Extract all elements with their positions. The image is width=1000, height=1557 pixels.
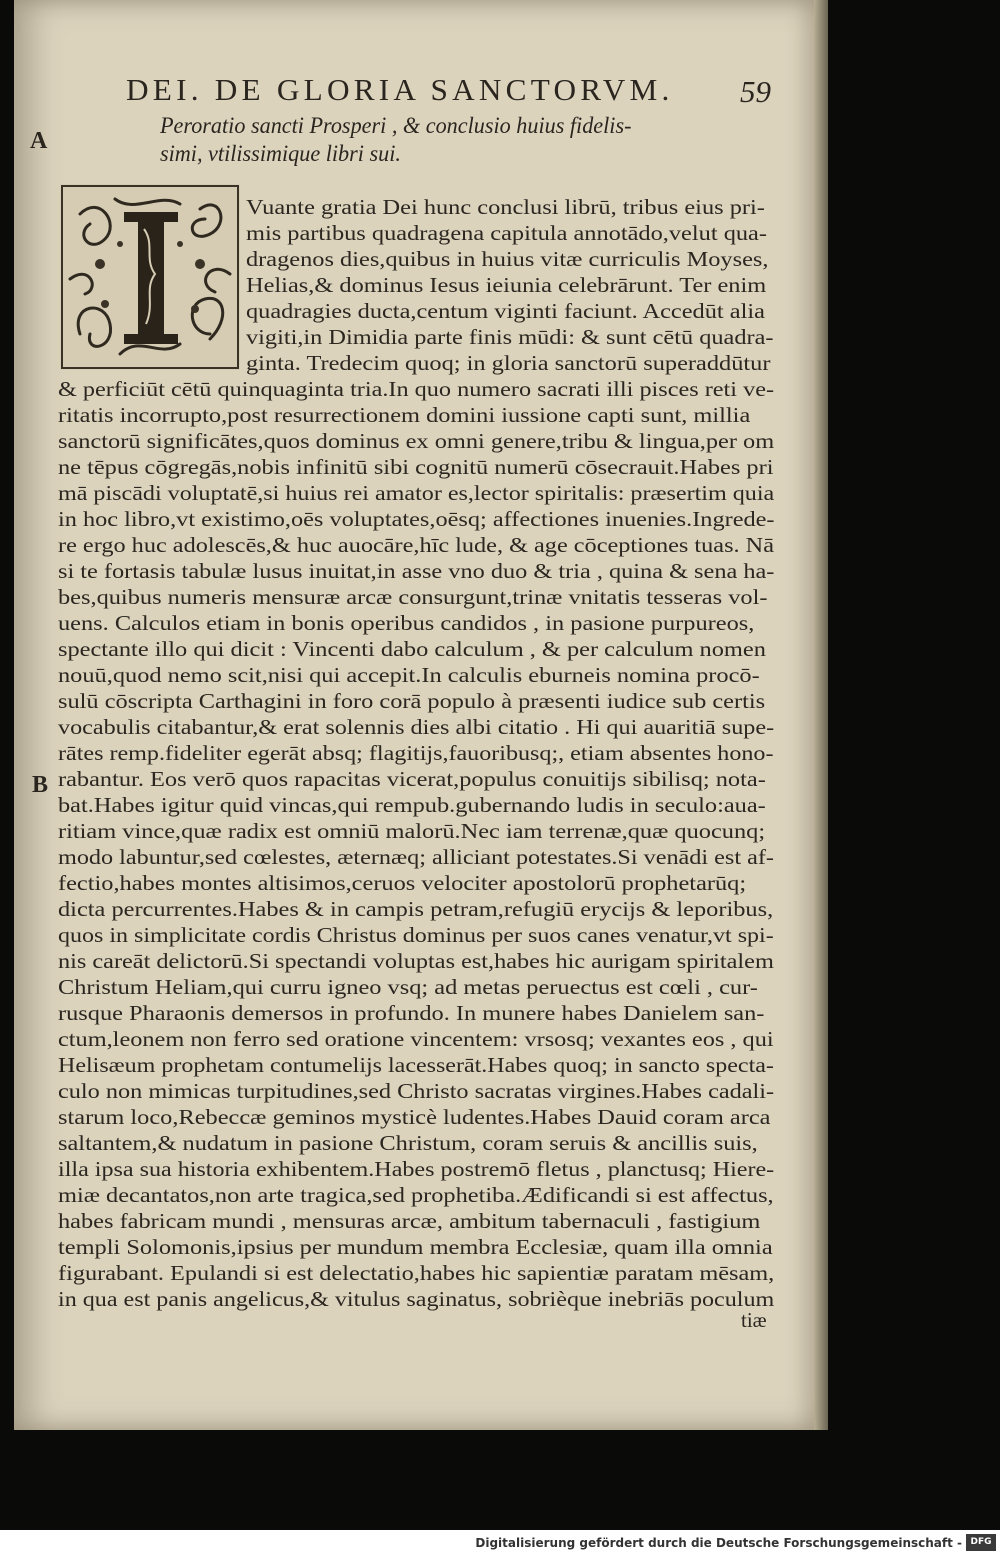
- text-line: quadragies ducta,centum viginti faciunt. Accedūt alia: [246, 299, 765, 323]
- text-line: ritatis incorrupto,post resurrectionem domini iussione capti sunt, millia: [58, 403, 751, 427]
- text-line: sulū cōscripta Carthagini in foro corā populo à præsenti iudice sub certis: [58, 689, 766, 713]
- running-head: DEI. DE GLORIA SANCTORVM.: [126, 72, 674, 107]
- footer-bar: [0, 1530, 1000, 1557]
- text-line: Helias,& dominus Iesus ieiunia celebrārunt. Ter enim: [246, 273, 767, 297]
- margin-letter-a: A: [30, 128, 48, 154]
- text-line: ritiam vince,quæ radix est omniū malorū.Nec iam terrenæ,quæ quocunq;: [58, 819, 766, 843]
- decorated-initial-ornament: [60, 184, 240, 370]
- text-line: rusque Pharaonis demersos in profundo. In munere habes Danielem san-: [58, 1001, 765, 1025]
- text-line: figurabant. Epulandi si est delectatio,habes hic sapientiæ paratam mēsam,: [58, 1261, 775, 1285]
- text-line: rātes remp.fideliter egerāt absq; flagitijs,fauoribusq;, etiam absentes hono-: [58, 741, 774, 765]
- text-line: ne tēpus cōgregās,nobis infinitū sibi cognitū numerū cōsecrauit.Habes pri: [58, 455, 774, 479]
- text-line: saltantem,& nudatum in pasione Christum, coram seruis & ancillis suis,: [58, 1131, 758, 1155]
- chapter-title-line: simi, vtilissimique libri sui.: [160, 141, 401, 166]
- text-line: ctum,leonem non ferro sed oratione vincentem: vrsosq; vexantes eos , qui: [58, 1027, 774, 1051]
- text-line: rabantur. Eos verō quos rapacitas vicerat,populus conuitijs sibilisq; nota-: [58, 767, 766, 791]
- text-line: fectio,habes montes altisimos,ceruos velociter apostolorū prophetarūq;: [58, 871, 747, 895]
- digitization-credit: Digitalisierung gefördert durch die Deutsche Forschungsgemeinschaft -: [475, 1536, 962, 1550]
- catchword: tiæ: [741, 1308, 767, 1332]
- text-line: quos in simplicitate cordis Christus dominus per suos canes venatur,vt spi-: [58, 923, 774, 947]
- text-line: Christum Heliam,qui curru igneo vsq; ad metas peruectus est cœli , cur-: [58, 975, 758, 999]
- text-line: sanctorū significātes,quos dominus ex omni genere,tribu & lingua,per om: [58, 429, 775, 453]
- text-line: vocabulis citabantur,& erat solennis dies albi citatio . Hi qui auaritiā supe-: [58, 715, 775, 739]
- text-line: nis careāt delictorū.Si spectandi voluptas est,habes hic aurigam spiritalem: [58, 949, 774, 973]
- text-line: modo labuntur,sed cœlestes, æternæq; alliciant potestates.Si venādi est af-: [58, 845, 774, 869]
- text-line: mā piscādi voluptatē,si huius rei amator es,lector spiritalis: præsertim quia: [58, 481, 775, 505]
- text-line: culo non mimicas turpitudines,sed Christo sacratas virgines.Habes cadali-: [58, 1079, 775, 1103]
- text-line: bat.Habes igitur quid vincas,qui rempub.gubernando ludis in seculo:aua-: [58, 793, 766, 817]
- text-line: dicta percurrentes.Habes & in campis petram,refugiū erycijs & leporibus,: [58, 897, 774, 921]
- text-line: mis partibus quadragena capitula annotādo,velut qua-: [246, 221, 767, 245]
- text-line: bes,quibus numeris mensuræ arcæ consurgunt,trinæ vnitatis tesseras vol-: [58, 585, 768, 609]
- text-line: & perficiūt cētū quinquaginta tria.In quo numero sacrati illi pisces reti ve-: [58, 377, 775, 401]
- text-line: spectante illo qui dicit : Vincenti dabo calculum , & per calculum nomen: [58, 637, 766, 661]
- text-line: Vuante gratia Dei hunc conclusi librū, tribus eius pri-: [246, 195, 765, 219]
- text-line: nouū,quod nemo scit,nisi qui accepit.In calculis eburneis nomina procō-: [58, 663, 760, 687]
- text-line: Helisæum prophetam contumelijs lacesserāt.Habes quoq; in sancto specta-: [58, 1053, 774, 1077]
- text-line: templi Solomonis,ipsius per mundum membra Ecclesiæ, quam illa omnia: [58, 1235, 773, 1259]
- text-line: miæ decantatos,non arte tragica,sed prophetiba.Ædificandi si est affectus,: [58, 1183, 774, 1207]
- text-line: re ergo huc adolescēs,& huc auocāre,hīc lude, & age cōceptiones tuas. Nā: [58, 533, 774, 557]
- text-line: illa ipsa sua historia exhibentem.Habes postremō fletus , planctusq; Hiere-: [58, 1157, 775, 1181]
- text-line: uens. Calculos etiam in bonis operibus candidos , in pasione purpureos,: [58, 611, 755, 635]
- chapter-title-line: Peroratio sancti Prosperi , & conclusio huius fidelis-: [160, 113, 632, 138]
- text-line: habes fabricam mundi , mensuras arcæ, ambitum tabernaculi , fastigium: [58, 1209, 761, 1233]
- chapter-title: [160, 112, 720, 168]
- page-edge: [814, 0, 828, 1430]
- page-number: 59: [740, 74, 771, 109]
- text-line: in hoc libro,vt existimo,oēs voluptates,oēsq; affectiones inuenies.Ingrede-: [58, 507, 775, 531]
- text-line: si te fortasis tabulæ lusus inuitat,in asse vno duo & tria , quina & sena ha-: [58, 559, 775, 583]
- dfg-logo: DFG: [966, 1534, 996, 1551]
- text-line: ginta. Tredecim quoq; in gloria sanctorū superaddūtur: [246, 351, 771, 375]
- text-line: dragenos dies,quibus in huius vitæ curriculis Moyses,: [246, 247, 769, 271]
- text-line: in qua est panis angelicus,& vitulus saginatus, sobrièque inebriās poculum: [58, 1287, 775, 1311]
- text-line: starum loco,Rebeccæ geminos mysticè ludentes.Habes Dauid coram arca: [58, 1105, 771, 1129]
- margin-letter-b: B: [32, 772, 49, 798]
- text-line: vigiti,in Dimidia parte finis mūdi: & sunt cētū quadra-: [246, 325, 774, 349]
